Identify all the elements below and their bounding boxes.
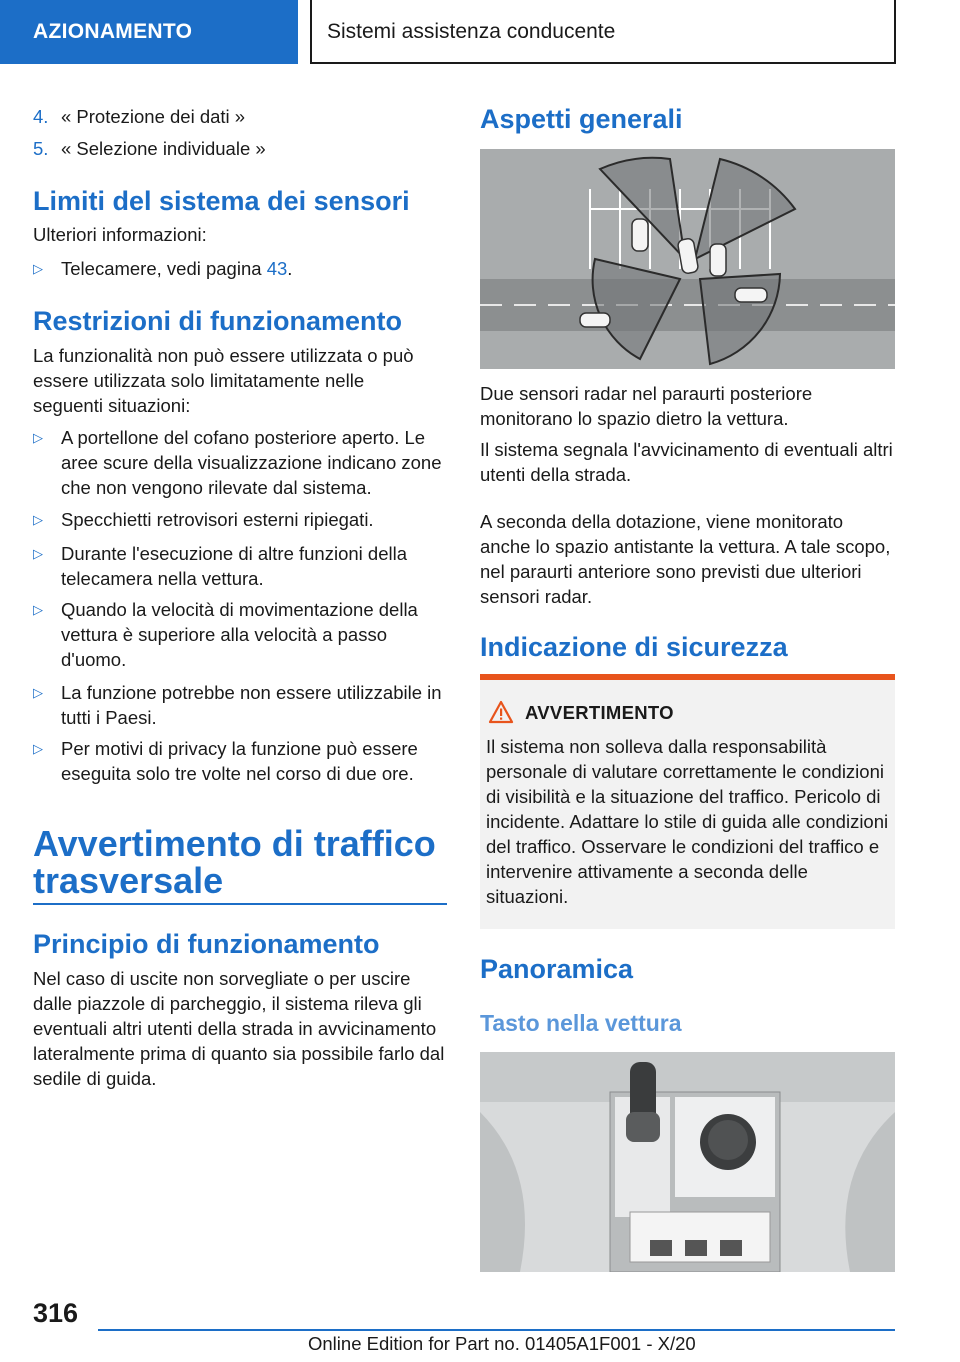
list-item	[33, 680, 447, 730]
general-paragraph-2: Il sistema segnala l'avvicinamento di eventuali altri utenti della strada.	[480, 439, 893, 485]
list-text: « Selezione individuale »	[61, 138, 266, 159]
list-text: Telecamere, vedi pagina	[61, 258, 267, 279]
chapter-heading-line1: Avvertimento di traffico	[33, 823, 436, 864]
warning-text: Il sistema non solleva dalla responsabilità personale di valutare correttamente le condizioni di visibilità e la situazione del traffico. Pericolo di incidente. Adattare lo stile di guida alle condizioni del traffico. Osservare le condizioni del traffico e intervenire attivamente a seconda delle situazioni.	[486, 736, 889, 907]
chapter-title: Sistemi assistenza conducente	[310, 0, 896, 64]
bullet-triangle-icon: ▷	[33, 430, 43, 445]
warning-triangle-icon	[488, 700, 514, 729]
list-text: Quando la velocità di movimentazione della vettura è superiore alla velocità a passo d'uomo.	[61, 599, 418, 670]
list-text: « Protezione dei dati »	[61, 106, 246, 127]
page-link[interactable]: 43	[266, 258, 288, 279]
bullet-triangle-icon: ▷	[33, 546, 43, 561]
list-number: 4.	[33, 106, 49, 127]
chapter-heading-line2: trasversale	[33, 860, 224, 901]
edition-text: Online Edition for Part no. 01405A1F001 - X/20	[308, 1333, 696, 1354]
general-heading: Aspetti generali	[480, 104, 683, 134]
list-item	[33, 425, 447, 500]
list-item	[33, 256, 447, 281]
console-photo	[480, 1052, 895, 1272]
list-text: Per motivi di privacy la funzione può essere eseguita solo tre volte nel corso di due ore.	[61, 738, 418, 784]
limits-intro: Ulteriori informazioni:	[33, 224, 207, 245]
restrictions-heading: Restrizioni di funzionamento	[33, 306, 402, 336]
section-tab: AZIONAMENTO	[0, 0, 298, 64]
bullet-triangle-icon: ▷	[33, 602, 43, 617]
restrictions-intro: La funzionalità non può essere utilizzata o può essere utilizzata solo limitatamente nelle seguenti situazioni:	[33, 345, 414, 416]
chapter-rule	[33, 903, 447, 905]
radar-illustration	[480, 149, 895, 369]
list-item	[33, 541, 447, 591]
button-subheading: Tasto nella vettura	[480, 1010, 682, 1036]
list-number: 5.	[33, 138, 49, 159]
bullet-triangle-icon: ▷	[33, 512, 43, 527]
limits-heading: Limiti del sistema dei sensori	[33, 186, 410, 216]
bullet-triangle-icon: ▷	[33, 741, 43, 756]
safety-heading: Indicazione di sicurezza	[480, 632, 788, 662]
list-item	[33, 136, 266, 161]
list-text: .	[287, 258, 293, 279]
bullet-triangle-icon: ▷	[33, 261, 43, 276]
list-text: Specchietti retrovisori esterni ripiegati.	[61, 509, 374, 530]
principle-heading: Principio di funzionamento	[33, 929, 380, 959]
list-text: A portellone del cofano posteriore aperto. Le aree scure della visualizzazione indicano zone che non vengono rilevate dal sistema.	[61, 427, 442, 498]
list-item	[33, 104, 245, 129]
list-text: La funzione potrebbe non essere utilizzabile in tutti i Paesi.	[61, 682, 442, 728]
principle-text: Nel caso di uscite non sorvegliate o per uscire dalle piazzole di parcheggio, il sistema rileva gli eventuali altri utenti della strada in avvicinamento lateralmente prima di quanto sia possibile farlo dal sedile di guida.	[33, 968, 445, 1089]
general-paragraph-3: A seconda della dotazione, viene monitorato anche lo spazio antistante la vettura. A tale scopo, nel paraurti anteriore sono previsti due ulteriori sensori radar.	[480, 511, 891, 607]
list-item	[33, 597, 447, 672]
warning-title: AVVERTIMENTO	[525, 702, 674, 723]
overview-heading: Panoramica	[480, 954, 634, 984]
page-number: 316	[33, 1298, 79, 1328]
warning-bar	[480, 674, 895, 680]
list-item	[33, 507, 447, 532]
general-paragraph-1: Due sensori radar nel paraurti posteriore monitorano lo spazio dietro la vettura.	[480, 383, 813, 429]
warning-box	[480, 674, 895, 929]
bullet-triangle-icon: ▷	[33, 685, 43, 700]
list-item	[33, 736, 447, 786]
footer-rule	[98, 1329, 895, 1331]
list-text: Durante l'esecuzione di altre funzioni della telecamera nella vettura.	[61, 543, 407, 589]
